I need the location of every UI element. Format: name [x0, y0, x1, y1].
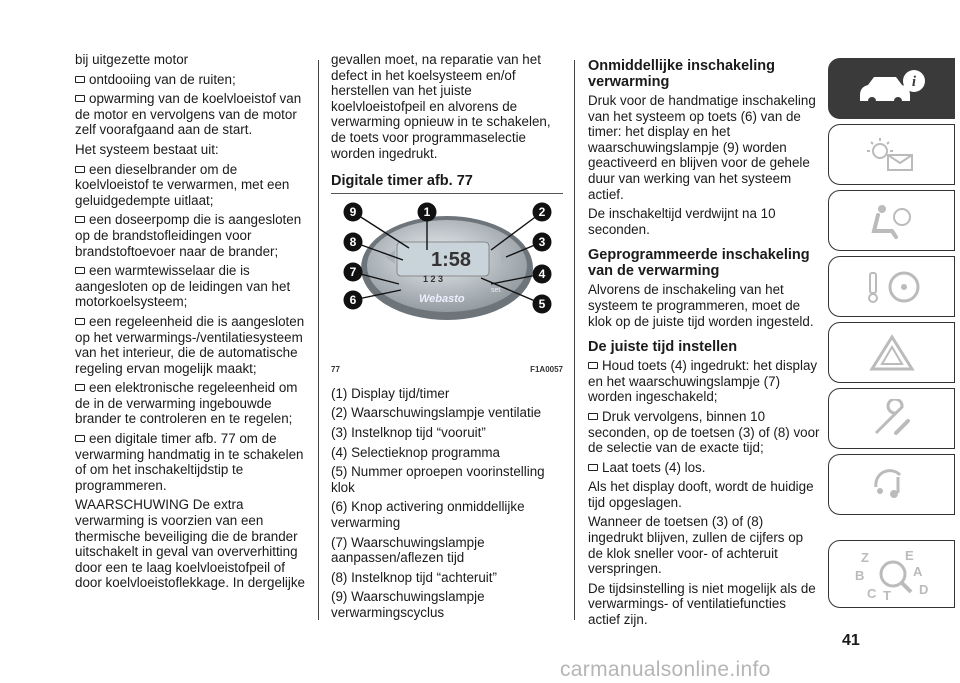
figure-number: 77	[331, 365, 340, 375]
paragraph: Druk voor de handmatige inschakeling van het systeem op toets (6) van de timer: het display en het waarschuwingslampje (9) worden geactiveerd en blijven voor de gehele duur van werking van het systeem actief.	[588, 93, 816, 202]
bullet-icon	[588, 362, 598, 369]
paragraph: Als het display dooft, wordt de huidige tijd opgeslagen.	[588, 479, 814, 510]
steering-key-icon	[852, 267, 932, 307]
paragraph: Alvorens de inschakeling van het systeem te programmeren, moet de klok op de juiste tijd worden ingesteld.	[588, 282, 814, 329]
column-1	[75, 52, 307, 595]
callout-6: 6	[349, 293, 357, 308]
tab-index[interactable]	[828, 540, 955, 608]
bullet-icon	[75, 384, 85, 391]
bullet-icon	[75, 267, 85, 274]
tab-multimedia[interactable]	[828, 454, 955, 515]
legend-item: (3) Instelknop tijd “vooruit”	[331, 424, 486, 440]
paragraph: gevallen moet, na reparatie van het defect in het koelsysteem en/of herstellen van het juiste koelvloeistofpeil en alvorens de verwarming opnieuw in te schakelen, de toets voor programmaselectie worden ingedrukt.	[331, 52, 551, 161]
paragraph: Het systeem bestaat uit:	[75, 141, 219, 157]
bullet-icon	[588, 413, 598, 420]
paragraph: De tijdsinstelling is niet mogelijk als de verwarmings- of ventilatiefuncties actief zijn.	[588, 580, 816, 628]
paragraph: bij uitgezette motor	[75, 52, 189, 67]
callout-1: 1	[423, 205, 431, 220]
warning-lights-icon	[852, 135, 932, 175]
bullet-icon	[75, 318, 85, 325]
legend-item: (2) Waarschuwingslampje ventilatie	[331, 405, 542, 421]
breakdown-triangle-icon	[852, 333, 932, 373]
bullet-item: Houd toets (4) ingedrukt: het display en het waarschuwingslampje (7) worden ingeschakeld;	[588, 358, 818, 405]
bullet-icon	[75, 435, 85, 442]
bullet-item: opwarming van de koelvloeistof van de motor en vervolgens van de motor zelf voorafgaand aan de start.	[75, 91, 302, 138]
bullet-item: een elektronische regeleenheid om de in de verwarming ingebouwde brander te controleren en te regelen;	[75, 380, 298, 427]
index-letter: C	[866, 586, 876, 601]
bullet-icon	[75, 95, 85, 102]
bullet-item: Laat toets (4) los.	[588, 460, 820, 476]
legend-item: (1) Display tijd/timer	[331, 385, 450, 401]
section-heading: De juiste tijd instellen	[588, 339, 738, 356]
tab-maintenance[interactable]	[828, 388, 955, 449]
airbag-seat-icon	[852, 201, 932, 241]
page-number: 41	[842, 632, 860, 649]
legend-item: (6) Knop activering onmiddellijke verwarming	[331, 499, 525, 530]
paragraph: De inschakeltijd verdwijnt na 10 seconden.	[588, 206, 776, 237]
set-label: set	[491, 287, 501, 295]
index-letter: T	[882, 588, 891, 602]
bullet-item: een digitale timer afb. 77 om de verwarming handmatig in te schakelen of om het inschakeltijdstip te programmeren.	[75, 431, 304, 493]
display-digits: 1 2 3	[423, 274, 444, 285]
bullet-item: een doseerpomp die is aangesloten op de brandstofleidingen voor brandstoftoevoer naar de brander;	[75, 212, 302, 259]
figure-caption	[331, 362, 563, 378]
bullet-item: Druk vervolgens, binnen 10 seconden, op de toetsen (3) of (8) voor de selectie van de exacte tijd;	[588, 408, 820, 456]
webasto-timer-illustration	[331, 200, 563, 360]
figure-code: F1A0057	[530, 365, 563, 375]
tab-safety[interactable]	[828, 190, 955, 251]
legend-item: (9) Waarschuwingslampje verwarmingscyclus	[331, 589, 485, 620]
svg-text:i: i	[911, 73, 916, 90]
bullet-item: ontdooiing van de ruiten;	[75, 72, 307, 88]
warning-text: WAARSCHUWING De extra verwarming is voorzien van een thermische beveiliging die de brander uitschakelt in geval van oververhitting door een te laag koelvloeistofpeil of door koelvloeistoflekkage. In dergelijke	[75, 497, 306, 591]
callout-4: 4	[538, 267, 546, 282]
callout-9: 9	[349, 205, 357, 220]
index-letter: Z	[860, 550, 869, 565]
bullet-icon	[75, 216, 85, 223]
column-2	[331, 52, 563, 624]
callout-5: 5	[538, 297, 546, 312]
callout-3: 3	[538, 235, 546, 250]
bullet-item: een warmtewisselaar die is aangesloten op de leidingen van het motorkoelsysteem;	[75, 263, 291, 310]
tab-starting-driving[interactable]	[828, 256, 955, 317]
callout-7: 7	[349, 265, 357, 280]
media-music-icon	[852, 465, 932, 505]
column-divider	[318, 60, 319, 620]
brand-logo: Webasto	[419, 293, 465, 306]
bullet-item: een regeleenheid die is aangesloten op het verwarmings-/ventilatiesysteem van het interieur, die de automatische regeling ervan mogelijk maakt;	[75, 313, 305, 376]
alphabetical-index-icon	[847, 546, 937, 602]
column-divider	[574, 60, 575, 620]
legend-item: (8) Instelknop tijd “achteruit”	[331, 569, 497, 585]
bullet-icon	[75, 166, 85, 173]
tab-emergency[interactable]	[828, 322, 955, 383]
tab-warning-lights[interactable]	[828, 124, 955, 185]
column-3	[588, 52, 820, 632]
legend-item: (7) Waarschuwingslampje aanpassen/aflezen tijd	[331, 534, 485, 566]
maintenance-tools-icon	[852, 399, 932, 439]
timer-figure	[331, 200, 563, 360]
bullet-icon	[588, 464, 598, 471]
section-heading: Digitale timer afb. 77	[331, 173, 563, 194]
index-letter: B	[854, 568, 864, 583]
index-letter: E	[904, 548, 914, 563]
watermark: carmanualsonline.info	[560, 658, 771, 681]
bullet-icon	[75, 76, 85, 83]
legend-item: (5) Nummer oproepen voorinstelling klok	[331, 464, 545, 495]
car-info-icon	[852, 69, 932, 109]
section-heading: Geprogrammeerde inschakeling van de verwarming	[588, 247, 810, 280]
index-letter: D	[918, 582, 928, 597]
index-letter: A	[912, 564, 922, 579]
display-time: 1:58	[431, 249, 472, 272]
paragraph: Wanneer de toetsen (3) of (8) ingedrukt blijven, zullen de cijfers op de klok sneller voor- of achteruit verspringen.	[588, 514, 804, 577]
legend-item: (4) Selectieknop programma	[331, 444, 500, 460]
tab-car-info[interactable]	[828, 58, 955, 119]
callout-8: 8	[349, 235, 357, 250]
bullet-item: een dieselbrander om de koelvloeistof te verwarmen, met een geluidgedempte uitlaat;	[75, 161, 290, 208]
callout-2: 2	[538, 205, 546, 220]
section-heading: Onmiddellijke inschakeling verwarming	[588, 58, 775, 90]
